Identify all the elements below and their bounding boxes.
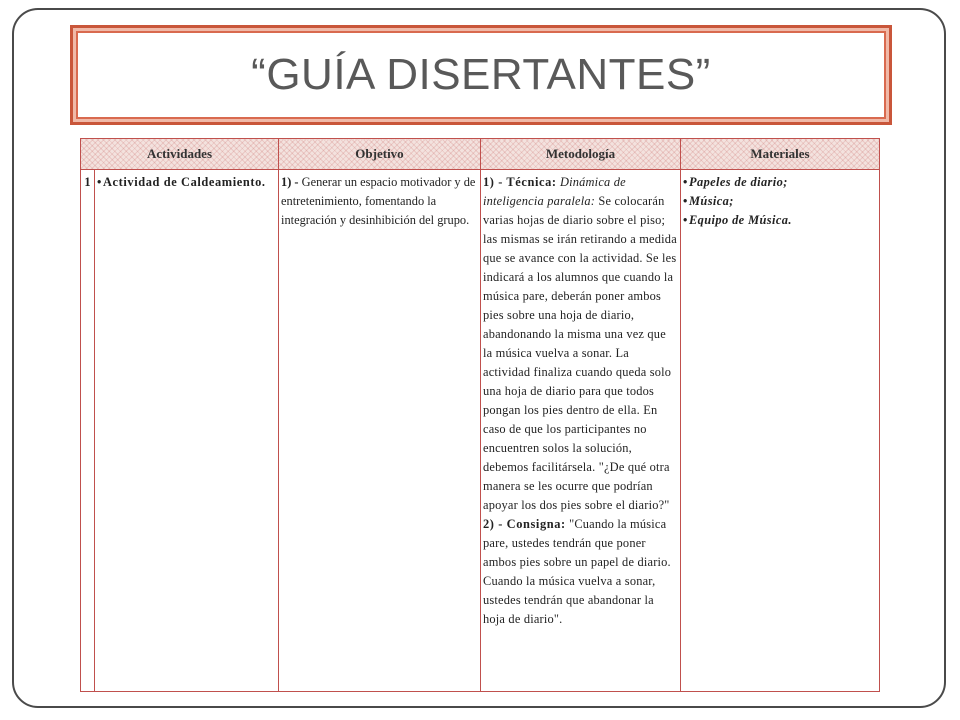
activity-cell: • Actividad de Caldeamiento. [95, 170, 279, 692]
objective-prefix: 1) - [281, 175, 302, 189]
consigna-text: "Cuando la música pare, ustedes tendrán que poner ambos pies sobre un papel de diario. Cuando la música vuelva a sonar, ustedes tendrán que abandonar la hoja de diario". [483, 517, 671, 626]
page-title: “GUÍA DISERTANTES” [251, 50, 711, 99]
header-metodologia: Metodología [481, 139, 681, 170]
list-item: • Equipo de Música. [683, 213, 792, 227]
list-item: • Papeles de diario; [683, 175, 788, 189]
table-header-row [81, 139, 880, 170]
header-materiales: Materiales [681, 139, 880, 170]
methodology-cell [481, 170, 681, 692]
list-item: • Música; [683, 194, 734, 208]
consigna-label: 2) - Consigna: [483, 517, 566, 531]
objective-cell [279, 170, 481, 692]
materials-cell [681, 170, 880, 692]
tecnica-label: 1) - Técnica: [483, 175, 557, 189]
activity-name: Actividad de Caldeamiento. [103, 175, 266, 189]
title-box [70, 25, 892, 125]
tecnica-text: Se colocarán varias hojas de diario sobre el piso; las mismas se irán retirando a medida que se avance con la actividad. Se les indicará a los alumnos que cuando la música pare, deberán poner ambos pies sobre una hoja de diario, abandonando la misma una vez que la música vuelva a sonar. La actividad finaliza cuando queda solo una hoja de diario para que todos pongan los pies dentro de ella. En caso de que los participantes no encuentren solos la solución, debemos facilitársela. "¿De qué otra manera se les ocurre que podrían apoyar los dos pies sobre el diario?" [483, 194, 677, 512]
tecnica-name: Dinámica de inteligencia paralela: [483, 175, 626, 208]
table-row [81, 170, 880, 692]
guide-table [80, 138, 880, 692]
header-objetivo: Objetivo [279, 139, 481, 170]
row-number: 1 [81, 170, 95, 692]
objective-text: Generar un espacio motivador y de entretenimiento, fomentando la integración y desinhibición del grupo. [281, 175, 476, 227]
header-actividades: Actividades [81, 139, 279, 170]
